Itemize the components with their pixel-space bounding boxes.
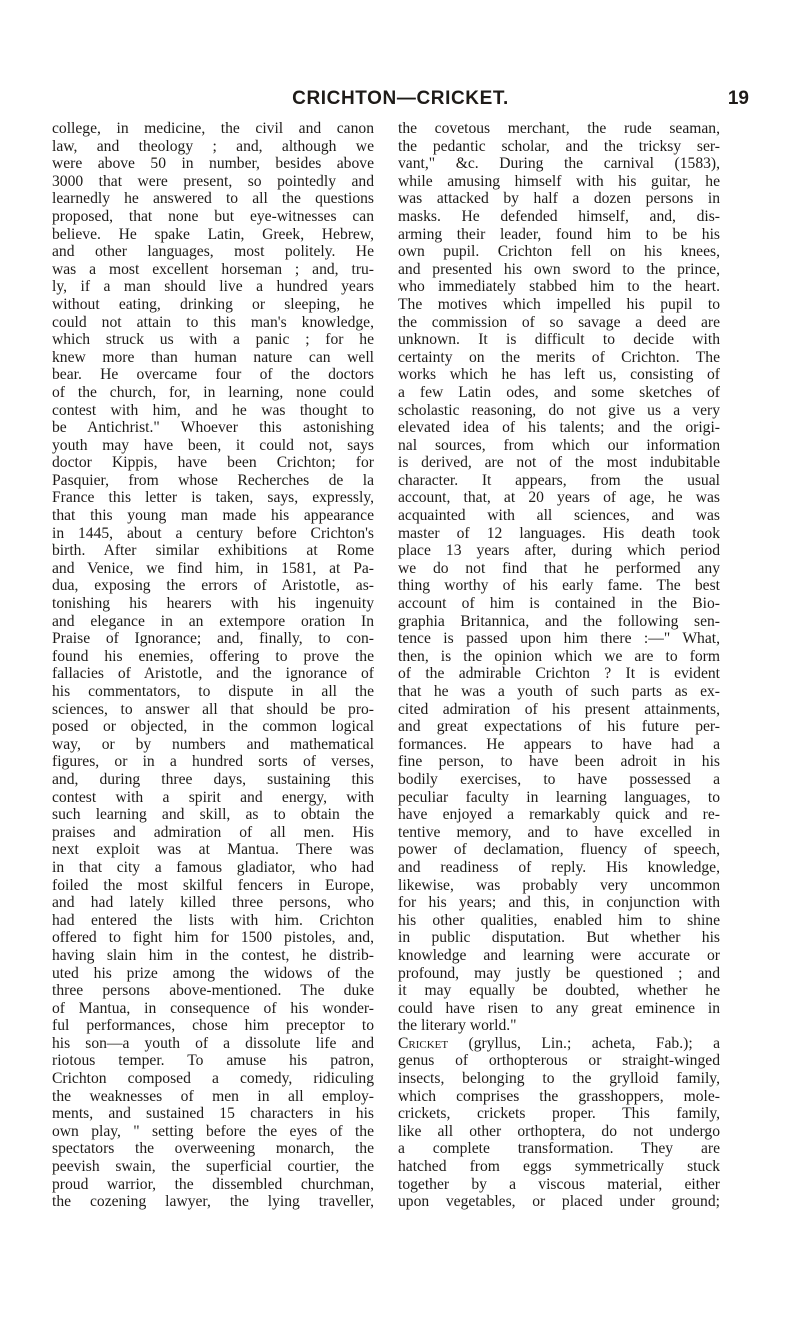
text-line: dua, exposing the errors of Aristotle, as- <box>52 577 374 595</box>
text-line: and Venice, we find him, in 1581, at Pa- <box>52 559 374 577</box>
text-line: contest with a spirit and energy, with <box>52 788 374 806</box>
text-line: his other qualities, enabled him to shine <box>398 911 720 929</box>
text-line: fine person, to have been adroit in his <box>398 753 720 771</box>
text-line: the cozening lawyer, the lying traveller, <box>52 1193 374 1211</box>
text-line: of Mantua, in consequence of his wonder- <box>52 999 374 1017</box>
text-line: found his enemies, offering to prove the <box>52 647 374 665</box>
text-line: his son—a youth of a dissolute life and <box>52 1034 374 1052</box>
text-line: thing worthy of his early fame. The best <box>398 577 720 595</box>
text-line: knowledge and learning were accurate or <box>398 946 720 964</box>
text-line: character. It appears, from the usual <box>398 471 720 489</box>
text-line: peculiar faculty in learning languages, to <box>398 788 720 806</box>
text-line: vant," &c. During the carnival (1583), <box>398 155 720 173</box>
text-line: next exploit was at Mantua. There was <box>52 841 374 859</box>
text-line: and great expectations of his future per- <box>398 718 720 736</box>
text-line: place 13 years after, during which period <box>398 542 720 560</box>
text-line: peevish swain, the superficial courtier, the <box>52 1158 374 1176</box>
text-line: together by a viscous material, either <box>398 1175 720 1193</box>
text-line: the weaknesses of men in all employ- <box>52 1087 374 1105</box>
text-line: The motives which impelled his pupil to <box>398 295 720 313</box>
text-line: tonishing his hearers with his ingenuity <box>52 595 374 613</box>
text-line: genus of orthopterous or straight-winged <box>398 1052 720 1070</box>
text-line: college, in medicine, the civil and canon <box>52 120 374 137</box>
page-number: 19 <box>727 88 749 109</box>
text-line: arming their leader, found him to be his <box>398 225 720 243</box>
text-line: offered to fight him for 1500 pistoles, and, <box>52 929 374 947</box>
text-line: of the admirable Crichton ? It is evident <box>398 665 720 683</box>
text-line: scholastic reasoning, do not give us a very <box>398 401 720 419</box>
text-line: uted his prize among the widows of the <box>52 964 374 982</box>
text-line: in public disputation. But whether his <box>398 929 720 947</box>
text-line: learnedly he answered to all the questions <box>52 190 374 208</box>
text-line: unknown. It is difficult to decide with <box>398 331 720 349</box>
text-line: the covetous merchant, the rude seaman, <box>398 120 720 137</box>
text-line: ly, if a man should live a hundred years <box>52 278 374 296</box>
text-line: acquainted with all sciences, and was <box>398 507 720 525</box>
running-head <box>0 86 801 114</box>
text-line: a complete transformation. They are <box>398 1140 720 1158</box>
text-line: and presented his own sword to the prince, <box>398 260 720 278</box>
text-line: upon vegetables, or placed under ground; <box>398 1193 720 1211</box>
text-line: youth may have been, it could not, says <box>52 436 374 454</box>
text-line: riotous temper. To amuse his patron, <box>52 1052 374 1070</box>
text-line: that this young man made his appearance <box>52 507 374 525</box>
text-line: we do not find that he performed any <box>398 559 720 577</box>
text-line: be Antichrist." Whoever this astonishing <box>52 419 374 437</box>
text-line: praises and admiration of all men. His <box>52 823 374 841</box>
text-line: own play, " setting before the eyes of the <box>52 1122 374 1140</box>
text-line: account of him is contained in the Bio- <box>398 595 720 613</box>
text-line: such learning and skill, as to obtain the <box>52 806 374 824</box>
text-line: Pasquier, from whose Recherches de la <box>52 471 374 489</box>
text-line: had entered the lists with him. Crichton <box>52 911 374 929</box>
text-line: masks. He defended himself, and, dis- <box>398 207 720 225</box>
running-title: CRICHTON—CRICKET. <box>292 88 509 109</box>
text-line: bodily exercises, to have possessed a <box>398 770 720 788</box>
text-line: ments, and sustained 15 characters in his <box>52 1105 374 1123</box>
text-line: way, or by numbers and mathematical <box>52 735 374 753</box>
text-line: and elegance in an extempore oration In <box>52 612 374 630</box>
text-line: law, and theology ; and, although we <box>52 137 374 155</box>
text-line: profound, may justly be questioned ; and <box>398 964 720 982</box>
left-text-column <box>52 120 374 1211</box>
text-line: fallacies of Aristotle, and the ignorance of <box>52 665 374 683</box>
text-line: knew more than human nature can well <box>52 348 374 366</box>
text-line: elevated idea of his talents; and the origi- <box>398 419 720 437</box>
text-line: it may equally be doubted, whether he <box>398 982 720 1000</box>
text-line: Cricket (gryllus, Lin.; acheta, Fab.); a <box>398 1034 720 1052</box>
text-line: own pupil. Crichton fell on his knees, <box>398 243 720 261</box>
text-line: master of 12 languages. His death took <box>398 524 720 542</box>
text-line: insects, belonging to the grylloid family, <box>398 1070 720 1088</box>
text-line: likewise, was probably very uncommon <box>398 876 720 894</box>
text-line: cited admiration of his present attainments, <box>398 700 720 718</box>
text-line: contest with him, and he was thought to <box>52 401 374 419</box>
text-line: foiled the most skilful fencers in Europe, <box>52 876 374 894</box>
right-text-column <box>398 120 720 1211</box>
text-line: proposed, that none but eye-witnesses can <box>52 207 374 225</box>
text-line: hatched from eggs symmetrically stuck <box>398 1158 720 1176</box>
text-line: three persons above-mentioned. The duke <box>52 982 374 1000</box>
text-line: and readiness of reply. His knowledge, <box>398 858 720 876</box>
text-line: proud warrior, the dissembled churchman, <box>52 1175 374 1193</box>
text-line: nal sources, from which our information <box>398 436 720 454</box>
text-line: 3000 that were present, so pointedly and <box>52 172 374 190</box>
text-line: in that city a famous gladiator, who had <box>52 858 374 876</box>
text-line: and other languages, most politely. He <box>52 243 374 261</box>
text-line: the pedantic scholar, and the tricksy ser- <box>398 137 720 155</box>
text-line: works which he has left us, consisting of <box>398 366 720 384</box>
text-line: France this letter is taken, says, expressly, <box>52 489 374 507</box>
text-line: then, is the opinion which we are to form <box>398 647 720 665</box>
text-line: like all other orthoptera, do not undergo <box>398 1122 720 1140</box>
text-line: Praise of Ignorance; and, finally, to con- <box>52 630 374 648</box>
text-line: believe. He spake Latin, Greek, Hebrew, <box>52 225 374 243</box>
text-line: the commission of so savage a deed are <box>398 313 720 331</box>
text-line: was attacked by half a dozen persons in <box>398 190 720 208</box>
text-line: could have risen to any great eminence in <box>398 999 720 1017</box>
text-line: the literary world." <box>398 1017 517 1035</box>
text-line: that he was a youth of such parts as ex- <box>398 683 720 700</box>
text-line: posed or objected, in the common logical <box>52 718 374 736</box>
text-line: graphia Britannica, and the following sen- <box>398 612 720 630</box>
text-line: was a most excellent horseman ; and, tru- <box>52 260 374 278</box>
text-line: and had lately killed three persons, who <box>52 894 374 912</box>
text-line: bear. He overcame four of the doctors <box>52 366 374 384</box>
text-line: having slain him in the contest, he distrib- <box>52 946 374 964</box>
entry-headword: Cricket <box>398 1034 449 1052</box>
text-line: have enjoyed a remarkably quick and re- <box>398 806 720 824</box>
text-line: Crichton composed a comedy, ridiculing <box>52 1070 374 1088</box>
text-line: a few Latin odes, and some sketches of <box>398 383 720 401</box>
text-line: account, that, at 20 years of age, he was <box>398 489 720 507</box>
text-line: tentive memory, and to have excelled in <box>398 823 720 841</box>
text-line: could not attain to this man's knowledge, <box>52 313 374 331</box>
text-line: ful performances, chose him preceptor to <box>52 1017 374 1035</box>
text-line: were above 50 in number, besides above <box>52 155 374 173</box>
text-line: tence is passed upon him there :—" What, <box>398 630 720 648</box>
text-line: birth. After similar exhibitions at Rome <box>52 542 374 560</box>
text-line: and, during three days, sustaining this <box>52 770 374 788</box>
text-line: which struck us with a panic ; for he <box>52 331 374 349</box>
text-line: his commentators, to dispute in all the <box>52 683 374 700</box>
text-line: of the church, for, in learning, none could <box>52 383 374 401</box>
text-line: sciences, to answer all that should be pro- <box>52 700 374 718</box>
text-line: is derived, are not of the most indubitable <box>398 454 720 472</box>
text-line: power of declamation, fluency of speech, <box>398 841 720 859</box>
text-line: formances. He appears to have had a <box>398 735 720 753</box>
text-line: in 1445, about a century before Crichton's <box>52 524 374 542</box>
text-line: for his years; and this, in conjunction with <box>398 894 720 912</box>
text-line: who immediately stabbed him to the heart. <box>398 278 720 296</box>
text-line: figures, or in a hundred sorts of verses, <box>52 753 374 771</box>
text-line: without eating, drinking or sleeping, he <box>52 295 374 313</box>
text-line: doctor Kippis, have been Crichton; for <box>52 454 374 472</box>
text-line: crickets, crickets proper. This family, <box>398 1105 720 1123</box>
text-line: while amusing himself with his guitar, he <box>398 172 720 190</box>
text-line: which comprises the grasshoppers, mole- <box>398 1087 720 1105</box>
text-line: spectators the overweening monarch, the <box>52 1140 374 1158</box>
text-line: certainty on the merits of Crichton. The <box>398 348 720 366</box>
